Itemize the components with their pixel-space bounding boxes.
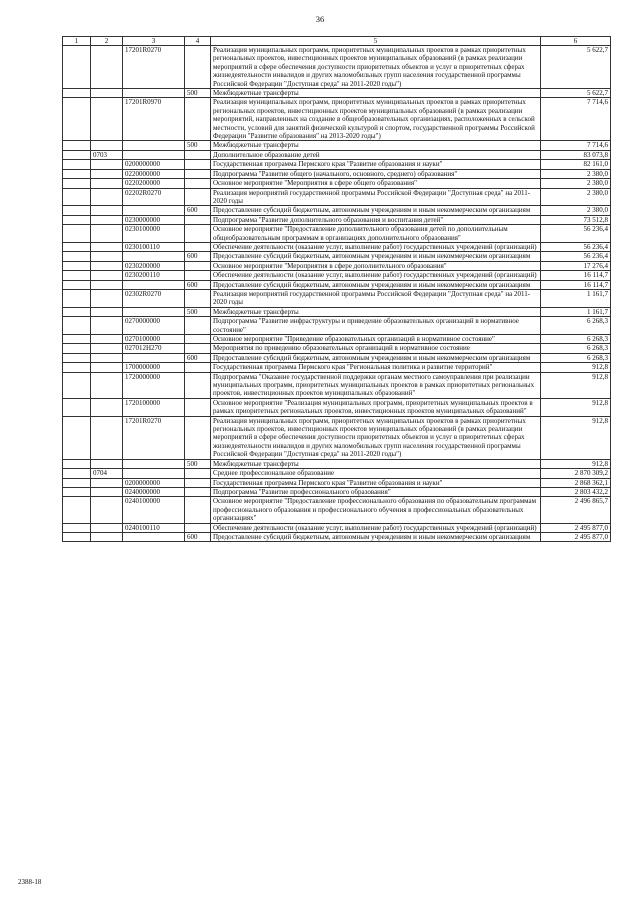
expense-type-code-cell <box>185 497 211 523</box>
expense-type-code-cell <box>185 261 211 270</box>
section-cell <box>63 206 91 215</box>
section-cell <box>63 179 91 188</box>
subsection-code-cell <box>91 225 123 243</box>
section-cell <box>63 169 91 178</box>
subsection-code-cell <box>91 372 123 398</box>
expense-name-cell: Основное мероприятие "Мероприятия в сфере дополнительного образования" <box>211 261 541 270</box>
expense-name-cell: Основное мероприятие "Предоставление профессионального образования по образовательным программам профессионального образования и профессионального обучения в профессиональных образовательных организациях" <box>211 497 541 523</box>
amount-cell: 6 268,3 <box>541 353 611 362</box>
expense-name-cell: Основное мероприятие "Приведение образовательных организаций в нормативное состояние" <box>211 335 541 344</box>
section-cell <box>63 372 91 398</box>
subsection-code-cell <box>91 307 123 316</box>
amount-cell: 7 714,6 <box>541 98 611 141</box>
header-cell: 5 <box>211 37 541 46</box>
target-article-code-cell: 1700000000 <box>123 363 185 372</box>
expense-type-code-cell <box>185 188 211 206</box>
header-cell: 6 <box>541 37 611 46</box>
subsection-code-cell <box>91 206 123 215</box>
subsection-code-cell <box>91 487 123 496</box>
section-cell <box>63 469 91 478</box>
table-row <box>63 188 611 206</box>
expense-name-cell: Дополнительное образование детей <box>211 150 541 159</box>
table-row <box>63 372 611 398</box>
table-row <box>63 280 611 289</box>
target-article-code-cell: 0200000000 <box>123 478 185 487</box>
table-row <box>63 478 611 487</box>
table-row <box>63 271 611 280</box>
expense-name-cell: Подпрограмма "Оказание государственной поддержки органам местного самоуправления при реализации муниципальных программ, приоритетных муниципальных проектов в рамках приоритетных региональных проектов, инвестиционных проектов муниципальных образований" <box>211 372 541 398</box>
section-cell <box>63 363 91 372</box>
section-cell <box>63 46 91 89</box>
table-row <box>63 225 611 243</box>
subsection-code-cell <box>91 160 123 169</box>
subsection-code-cell <box>91 317 123 335</box>
target-article-code-cell <box>123 280 185 289</box>
expense-type-code-cell <box>185 363 211 372</box>
expense-name-cell: Государственная программа Пермского края "Развитие образования и науки" <box>211 160 541 169</box>
expense-type-code-cell: 500 <box>185 89 211 98</box>
amount-cell: 2 380,0 <box>541 206 611 215</box>
amount-cell: 73 512,8 <box>541 215 611 224</box>
target-article-code-cell: 0230200110 <box>123 271 185 280</box>
section-cell <box>63 523 91 532</box>
budget-table <box>62 36 611 542</box>
table-row <box>63 261 611 270</box>
expense-type-code-cell: 500 <box>185 141 211 150</box>
header-cell: 2 <box>91 37 123 46</box>
table-row <box>63 469 611 478</box>
expense-name-cell: Реализация муниципальных программ, приоритетных муниципальных проектов в рамках приоритетных региональных проектов, инвестиционных проектов муниципальных образований (в рамках реализации мероприятий в сфере обеспечения доступности приоритетных объектов и услуг в приоритетных сферах жизнедеятельности инвалидов и других маломобильных групп населения государственной программы Российской Федерации "Доступная среда" на 2011-2020 годы") <box>211 46 541 89</box>
expense-type-code-cell: 600 <box>185 206 211 215</box>
target-article-code-cell: 0230000000 <box>123 215 185 224</box>
amount-cell: 7 714,6 <box>541 141 611 150</box>
section-cell <box>63 160 91 169</box>
section-cell <box>63 141 91 150</box>
subsection-code-cell <box>91 478 123 487</box>
expense-name-cell: Межбюджетные трансферты <box>211 307 541 316</box>
section-cell <box>63 416 91 459</box>
expense-name-cell: Реализация муниципальных программ, приоритетных муниципальных проектов в рамках приоритетных региональных проектов, инвестиционных проектов муниципальных образований (в рамках реализации мероприятий в сфере обеспечения доступности приоритетных объектов и услуг в приоритетных сферах жизнедеятельности инвалидов и других маломобильных групп населения государственной программы Российской Федерации "Доступная среда" на 2011-2020 годы") <box>211 416 541 459</box>
target-article-code-cell: 1720000000 <box>123 372 185 398</box>
expense-type-code-cell <box>185 487 211 496</box>
expense-type-code-cell <box>185 289 211 307</box>
section-cell <box>63 459 91 468</box>
expense-type-code-cell <box>185 335 211 344</box>
expense-type-code-cell: 500 <box>185 307 211 316</box>
amount-cell: 16 114,7 <box>541 280 611 289</box>
subsection-code-cell <box>91 497 123 523</box>
expense-name-cell: Предоставление субсидий бюджетным, автономным учреждениям и иным некоммерческим организациям <box>211 353 541 362</box>
target-article-code-cell: 0270000000 <box>123 317 185 335</box>
table-row <box>63 252 611 261</box>
subsection-code-cell <box>91 459 123 468</box>
subsection-code-cell <box>91 280 123 289</box>
target-article-code-cell: 0270100000 <box>123 335 185 344</box>
target-article-code-cell <box>123 532 185 541</box>
expense-type-code-cell <box>185 169 211 178</box>
subsection-code-cell <box>91 523 123 532</box>
expense-type-code-cell <box>185 46 211 89</box>
table-row <box>63 215 611 224</box>
target-article-code-cell: 0240100110 <box>123 523 185 532</box>
target-article-code-cell: 027012Н270 <box>123 344 185 353</box>
table-row <box>63 353 611 362</box>
expense-name-cell: Подпрограмма "Развитие дополнительного образования и воспитания детей" <box>211 215 541 224</box>
expense-name-cell: Подпрограмма "Развитие профессионального образования" <box>211 487 541 496</box>
section-cell <box>63 242 91 251</box>
subsection-code-cell <box>91 169 123 178</box>
expense-type-code-cell <box>185 225 211 243</box>
amount-cell: 2 380,0 <box>541 179 611 188</box>
expense-name-cell: Предоставление субсидий бюджетным, автономным учреждениям и иным некоммерческим организациям <box>211 206 541 215</box>
target-article-code-cell <box>123 89 185 98</box>
expense-name-cell: Межбюджетные трансферты <box>211 459 541 468</box>
section-cell <box>63 89 91 98</box>
expense-name-cell: Реализация мероприятий государственной программы Российской Федерации "Доступная среда" на 2011-2020 годы <box>211 289 541 307</box>
subsection-code-cell <box>91 271 123 280</box>
section-cell <box>63 215 91 224</box>
amount-cell: 6 268,3 <box>541 317 611 335</box>
target-article-code-cell: 0230100000 <box>123 225 185 243</box>
section-cell <box>63 225 91 243</box>
target-article-code-cell: 17201R0270 <box>123 416 185 459</box>
subsection-code-cell <box>91 188 123 206</box>
section-cell <box>63 532 91 541</box>
header-cell: 4 <box>185 37 211 46</box>
expense-name-cell: Предоставление субсидий бюджетным, автономным учреждениям и иным некоммерческим организациям <box>211 252 541 261</box>
table-row <box>63 523 611 532</box>
table-row <box>63 335 611 344</box>
subsection-code-cell <box>91 344 123 353</box>
amount-cell: 2 870 309,2 <box>541 469 611 478</box>
expense-name-cell: Обеспечение деятельности (оказание услуг, выполнение работ) государственных учреждений (организаций) <box>211 523 541 532</box>
section-cell <box>63 307 91 316</box>
section-cell <box>63 98 91 141</box>
table-row <box>63 363 611 372</box>
expense-name-cell: Среднее профессиональное образование <box>211 469 541 478</box>
subsection-code-cell <box>91 98 123 141</box>
expense-name-cell: Межбюджетные трансферты <box>211 89 541 98</box>
table-row <box>63 487 611 496</box>
amount-cell: 56 236,4 <box>541 242 611 251</box>
amount-cell: 6 268,3 <box>541 335 611 344</box>
target-article-code-cell: 02202R0270 <box>123 188 185 206</box>
section-cell <box>63 289 91 307</box>
expense-type-code-cell <box>185 317 211 335</box>
amount-cell: 5 622,7 <box>541 46 611 89</box>
amount-cell: 2 496 865,7 <box>541 497 611 523</box>
expense-name-cell: Межбюджетные трансферты <box>211 141 541 150</box>
expense-name-cell: Государственная программа Пермского края "Региональная политика и развитие территорий" <box>211 363 541 372</box>
subsection-code-cell <box>91 289 123 307</box>
section-cell <box>63 487 91 496</box>
section-cell <box>63 261 91 270</box>
expense-name-cell: Подпрограмма "Развитие общего (начального, основного, среднего) образования" <box>211 169 541 178</box>
expense-type-code-cell: 500 <box>185 459 211 468</box>
section-cell <box>63 497 91 523</box>
target-article-code-cell <box>123 469 185 478</box>
subsection-code-cell <box>91 141 123 150</box>
subsection-code-cell: 0703 <box>91 150 123 159</box>
amount-cell: 1 161,7 <box>541 307 611 316</box>
section-cell <box>63 353 91 362</box>
subsection-code-cell <box>91 261 123 270</box>
expense-type-code-cell <box>185 150 211 159</box>
target-article-code-cell: 1720100000 <box>123 398 185 416</box>
expense-name-cell: Обеспечение деятельности (оказание услуг, выполнение работ) государственных учреждений (организаций) <box>211 271 541 280</box>
target-article-code-cell <box>123 252 185 261</box>
subsection-code-cell <box>91 532 123 541</box>
expense-name-cell: Обеспечение деятельности (оказание услуг, выполнение работ) государственных учреждений (организаций) <box>211 242 541 251</box>
table-row <box>63 398 611 416</box>
table-row <box>63 497 611 523</box>
subsection-code-cell <box>91 89 123 98</box>
section-cell <box>63 335 91 344</box>
amount-cell: 17 276,4 <box>541 261 611 270</box>
table-row <box>63 289 611 307</box>
target-article-code-cell: 17201R0970 <box>123 98 185 141</box>
table-row <box>63 206 611 215</box>
table-row <box>63 46 611 89</box>
section-cell <box>63 271 91 280</box>
target-article-code-cell: 0200000000 <box>123 160 185 169</box>
target-article-code-cell: 0230100110 <box>123 242 185 251</box>
expense-type-code-cell: 600 <box>185 280 211 289</box>
amount-cell: 912,8 <box>541 416 611 459</box>
expense-type-code-cell <box>185 160 211 169</box>
expense-name-cell: Государственная программа Пермского края "Развитие образования и науки" <box>211 478 541 487</box>
subsection-code-cell <box>91 335 123 344</box>
expense-type-code-cell: 600 <box>185 532 211 541</box>
expense-name-cell: Основное мероприятие "Предоставление дополнительного образования детей по дополнительным общеобразовательным программам в организациях дополнительного образования" <box>211 225 541 243</box>
amount-cell: 82 161,0 <box>541 160 611 169</box>
expense-type-code-cell <box>185 478 211 487</box>
expense-name-cell: Реализация муниципальных программ, приоритетных муниципальных проектов в рамках приоритетных региональных проектов, инвестиционных проектов муниципальных образований (в рамках реализации мероприятий, направленных на создание в общеобразовательных организациях, расположенных в сельской местности, условий для занятий физической культурой и спортом, государственной программы Российской Федерации "Развитие образования" на 2013-2020 годы") <box>211 98 541 141</box>
target-article-code-cell <box>123 150 185 159</box>
target-article-code-cell <box>123 307 185 316</box>
table-row <box>63 150 611 159</box>
expense-type-code-cell: 600 <box>185 252 211 261</box>
section-cell <box>63 478 91 487</box>
expense-name-cell: Реализация мероприятий государственной программы Российской Федерации "Доступная среда" на 2011-2020 годы <box>211 188 541 206</box>
footer-code: 2388-18 <box>18 878 42 886</box>
section-cell <box>63 280 91 289</box>
table-row <box>63 459 611 468</box>
subsection-code-cell: 0704 <box>91 469 123 478</box>
expense-name-cell: Предоставление субсидий бюджетным, автономным учреждениям и иным некоммерческим организациям <box>211 280 541 289</box>
amount-cell: 2 803 432,2 <box>541 487 611 496</box>
amount-cell: 2 495 877,0 <box>541 523 611 532</box>
header-cell: 3 <box>123 37 185 46</box>
table-row <box>63 317 611 335</box>
expense-type-code-cell <box>185 179 211 188</box>
section-cell <box>63 317 91 335</box>
table-row <box>63 160 611 169</box>
table-row <box>63 307 611 316</box>
amount-cell: 912,8 <box>541 372 611 398</box>
target-article-code-cell <box>123 206 185 215</box>
table-row <box>63 416 611 459</box>
target-article-code-cell: 17201R0270 <box>123 46 185 89</box>
amount-cell: 6 268,3 <box>541 344 611 353</box>
amount-cell: 2 380,0 <box>541 169 611 178</box>
table-row <box>63 98 611 141</box>
amount-cell: 56 236,4 <box>541 252 611 261</box>
subsection-code-cell <box>91 215 123 224</box>
header-cell: 1 <box>63 37 91 46</box>
section-cell <box>63 188 91 206</box>
amount-cell: 2 380,0 <box>541 188 611 206</box>
expense-type-code-cell <box>185 469 211 478</box>
amount-cell: 16 114,7 <box>541 271 611 280</box>
subsection-code-cell <box>91 242 123 251</box>
section-cell <box>63 344 91 353</box>
amount-cell: 1 161,7 <box>541 289 611 307</box>
target-article-code-cell: 0240000000 <box>123 487 185 496</box>
expense-type-code-cell <box>185 242 211 251</box>
amount-cell: 5 622,7 <box>541 89 611 98</box>
table-row <box>63 141 611 150</box>
amount-cell: 912,8 <box>541 459 611 468</box>
amount-cell: 2 495 877,0 <box>541 532 611 541</box>
amount-cell: 912,8 <box>541 398 611 416</box>
expense-name-cell: Предоставление субсидий бюджетным, автономным учреждениям и иным некоммерческим организациям <box>211 532 541 541</box>
expense-type-code-cell: 600 <box>185 353 211 362</box>
amount-cell: 912,8 <box>541 363 611 372</box>
table-row <box>63 169 611 178</box>
table-row <box>63 179 611 188</box>
expense-type-code-cell <box>185 523 211 532</box>
target-article-code-cell <box>123 459 185 468</box>
expense-name-cell: Подпрограмма "Развитие инфраструктуры и приведение образовательных организаций в нормативное состояние" <box>211 317 541 335</box>
expense-name-cell: Основное мероприятие "Мероприятия в сфере общего образования" <box>211 179 541 188</box>
subsection-code-cell <box>91 363 123 372</box>
table-header-row <box>63 37 611 46</box>
target-article-code-cell <box>123 353 185 362</box>
amount-cell: 83 073,8 <box>541 150 611 159</box>
subsection-code-cell <box>91 416 123 459</box>
expense-type-code-cell <box>185 344 211 353</box>
table-row <box>63 89 611 98</box>
subsection-code-cell <box>91 252 123 261</box>
target-article-code-cell: 02302R0270 <box>123 289 185 307</box>
target-article-code-cell: 0220000000 <box>123 169 185 178</box>
amount-cell: 56 236,4 <box>541 225 611 243</box>
target-article-code-cell: 0230200000 <box>123 261 185 270</box>
target-article-code-cell <box>123 141 185 150</box>
page-number: 36 <box>315 14 325 24</box>
subsection-code-cell <box>91 179 123 188</box>
section-cell <box>63 398 91 416</box>
expense-name-cell: Мероприятия по приведению образовательных организаций в нормативное состояние <box>211 344 541 353</box>
table-row <box>63 344 611 353</box>
amount-cell: 2 868 362,1 <box>541 478 611 487</box>
subsection-code-cell <box>91 398 123 416</box>
expense-type-code-cell <box>185 215 211 224</box>
table-row <box>63 242 611 251</box>
target-article-code-cell: 0220200000 <box>123 179 185 188</box>
expense-type-code-cell <box>185 398 211 416</box>
expense-type-code-cell <box>185 416 211 459</box>
expense-name-cell: Основное мероприятие "Реализация муниципальных программ, приоритетных муниципальных проектов в рамках приоритетных региональных проектов, инвестиционных проектов муниципальных образований" <box>211 398 541 416</box>
subsection-code-cell <box>91 46 123 89</box>
target-article-code-cell: 0240100000 <box>123 497 185 523</box>
subsection-code-cell <box>91 353 123 362</box>
table-row <box>63 532 611 541</box>
section-cell <box>63 252 91 261</box>
section-cell <box>63 150 91 159</box>
expense-type-code-cell <box>185 271 211 280</box>
expense-type-code-cell <box>185 372 211 398</box>
expense-type-code-cell <box>185 98 211 141</box>
